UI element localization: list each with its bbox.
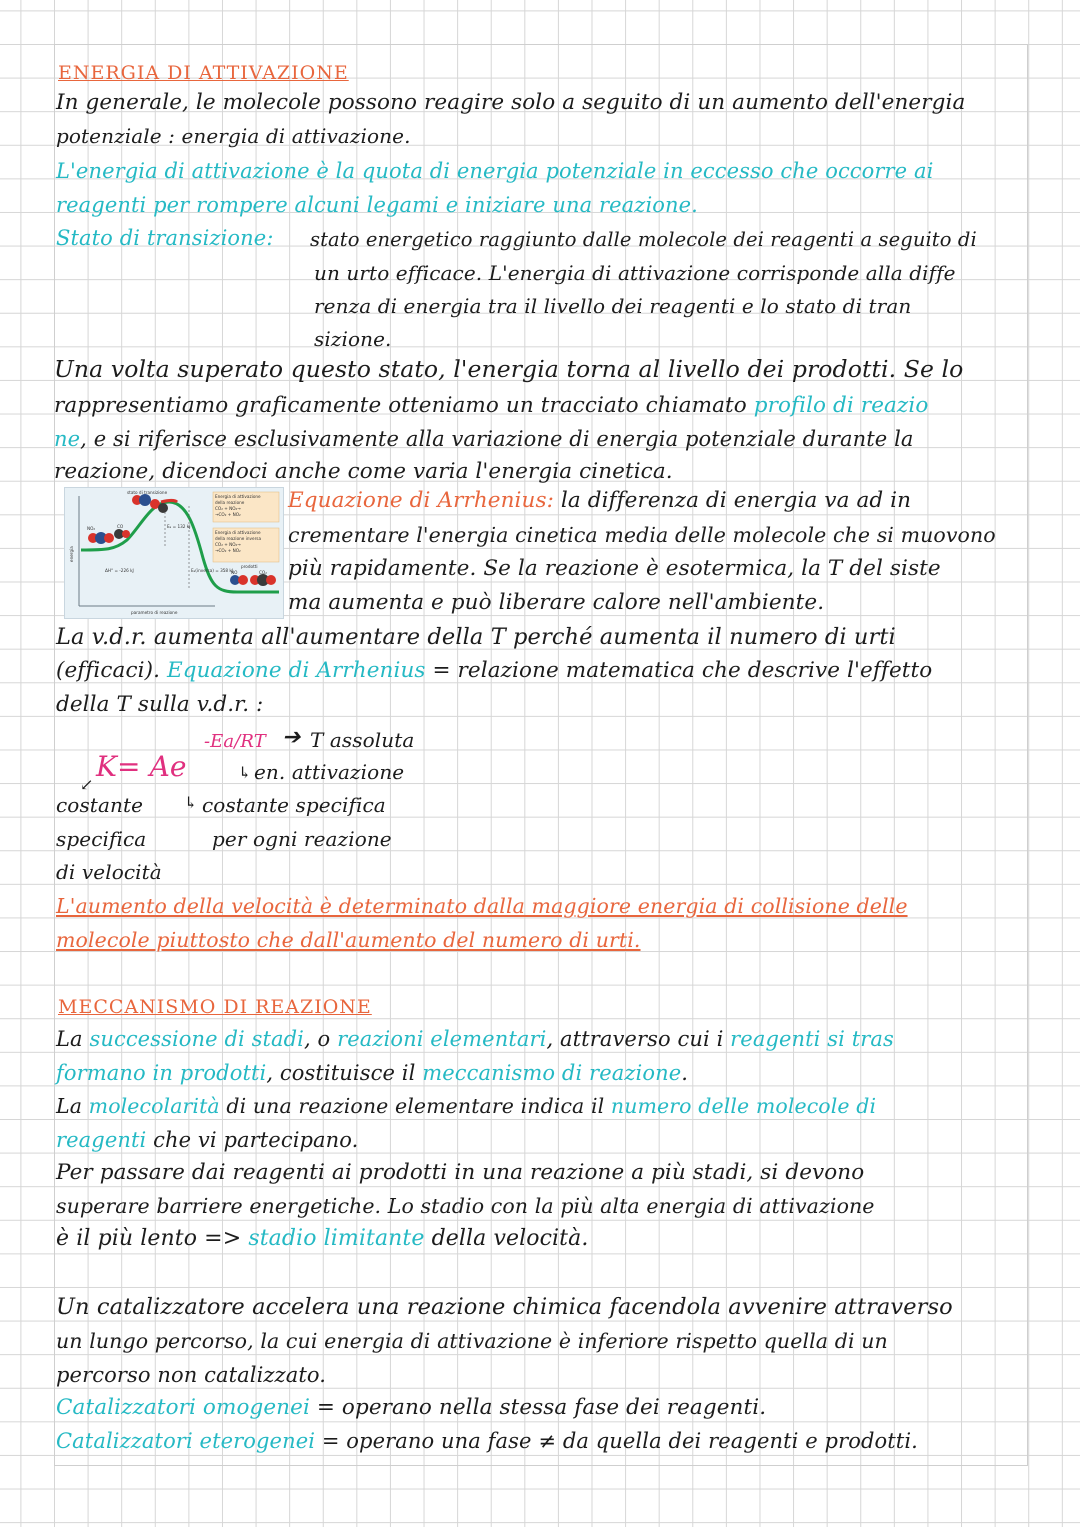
fig-box2-l1: Energia di attivazione bbox=[215, 530, 261, 535]
formula-a-l1: costante specifica bbox=[202, 793, 386, 817]
energy-profile-diagram bbox=[65, 488, 283, 618]
formula-exponent: -Ea/RT bbox=[204, 731, 266, 752]
fig-box2-l3: CO₂ + NO₂→ bbox=[215, 542, 241, 547]
formula-k-l2: specifica bbox=[56, 827, 147, 851]
arrow-right-icon: ➔ bbox=[282, 725, 301, 750]
text-line: (efficaci). Equazione di Arrhenius = relazione matematica che descrive l'effetto bbox=[56, 658, 933, 683]
product-molecules bbox=[230, 574, 276, 586]
formula-main: K= Ae bbox=[96, 750, 187, 783]
text-line: più rapidamente. Se la reazione è esotermica, la T del siste bbox=[288, 556, 941, 581]
curved-arrow-icon: ↙ bbox=[80, 775, 94, 794]
text-line: La molecolarità di una reazione elementare indica il numero delle molecole di bbox=[56, 1094, 877, 1118]
text-line: della T sulla v.d.r. : bbox=[56, 692, 264, 717]
text-line: rappresentiamo graficamente otteniamo un tracciato chiamato profilo di reazio bbox=[54, 393, 929, 418]
text-line: reagenti che vi partecipano. bbox=[56, 1128, 359, 1152]
fig-label-top: stato di transizione bbox=[127, 490, 168, 495]
fig-no2: NO₂ bbox=[87, 526, 96, 531]
section-title-meccanismo: MECCANISMO DI REAZIONE bbox=[58, 996, 372, 1018]
fig-box1-l3: CO₂ + NO₂→ bbox=[215, 506, 241, 511]
text-line: Una volta superato questo stato, l'energia torna al livello dei prodotti. Se lo bbox=[54, 355, 964, 383]
note-line: L'aumento della velocità è determinato dalla maggiore energia di collisione delle bbox=[56, 894, 908, 918]
text-line: superare barriere energetiche. Lo stadio con la più alta energia di attivazione bbox=[56, 1194, 875, 1218]
fig-products: prodotti bbox=[241, 564, 258, 569]
text-line: In generale, le molecole possono reagire solo a seguito di un aumento dell'energia bbox=[56, 90, 966, 115]
section-title-energia: ENERGIA DI ATTIVAZIONE bbox=[58, 62, 349, 84]
fig-box1-l1: Energia di attivazione bbox=[215, 494, 261, 499]
text-line: stato energetico raggiunto dalle molecole dei reagenti a seguito di bbox=[310, 228, 977, 251]
fig-ea: Eₐ = 132 kJ bbox=[167, 524, 191, 529]
fig-box1-l2: della reazione bbox=[215, 500, 245, 505]
text-line: percorso non catalizzato. bbox=[56, 1363, 327, 1387]
fig-yaxis: energia bbox=[69, 546, 74, 562]
stato-label: Stato di transizione: bbox=[56, 226, 274, 250]
text-line: Catalizzatori eterogenei = operano una fase ≠ da quella dei reagenti e prodotti. bbox=[56, 1429, 918, 1453]
fig-co2: CO₂ bbox=[259, 570, 267, 575]
text-line: Un catalizzatore accelera una reazione chimica facendola avvenire attraverso bbox=[56, 1294, 953, 1320]
fig-ea-inv: Eₐ(inversa) = 358 kJ bbox=[191, 568, 234, 573]
text-line: formano in prodotti, costituisce il meccanismo di reazione. bbox=[56, 1061, 688, 1085]
text-line: ma aumenta e può liberare calore nell'ambiente. bbox=[288, 590, 825, 615]
text-line: Per passare dai reagenti ai prodotti in una reazione a più stadi, si devono bbox=[56, 1160, 865, 1185]
fig-co: CO bbox=[117, 524, 124, 529]
text-line: renza di energia tra il livello dei reagenti e lo stato di tran bbox=[314, 294, 912, 318]
text-line-teal: L'energia di attivazione è la quota di energia potenziale in eccesso che occorre ai bbox=[56, 159, 934, 183]
text-line: potenziale : energia di attivazione. bbox=[56, 124, 411, 148]
text-line: ne, e si riferisce esclusivamente alla variazione di energia potenziale durante la bbox=[54, 427, 914, 451]
text-line: Catalizzatori omogenei = operano nella stessa fase dei reagenti. bbox=[56, 1395, 767, 1420]
text-line: crementare l'energia cinetica media delle molecole che si muovono bbox=[288, 523, 996, 547]
energy-profile-figure bbox=[64, 487, 284, 619]
formula-k-l3: di velocità bbox=[56, 860, 162, 884]
text-line: un urto efficace. L'energia di attivazione corrisponde alla diffe bbox=[314, 261, 956, 285]
fig-box1-l4: →CO₂ + NO₂ bbox=[215, 512, 241, 517]
text-line: reazione, dicendoci anche come varia l'energia cinetica. bbox=[54, 459, 673, 484]
fig-xaxis: parametro di reazione bbox=[131, 610, 178, 615]
formula-t-label: T assoluta bbox=[310, 728, 415, 752]
text-line: La v.d.r. aumenta all'aumentare della T perché aumenta il numero di urti bbox=[56, 624, 896, 650]
text-line-teal: reagenti per rompere alcuni legami e iniziare una reazione. bbox=[56, 193, 698, 217]
formula-k-l1: costante bbox=[56, 793, 144, 817]
transition-peak bbox=[161, 501, 177, 503]
note-line: molecole piuttosto che dall'aumento del numero di urti. bbox=[56, 928, 641, 952]
text-line: un lungo percorso, la cui energia di attivazione è inferiore rispetto quella di un bbox=[56, 1329, 888, 1353]
fig-box2-l4: →CO₂ + NO₂ bbox=[215, 548, 241, 553]
hook-arrow-icon: ↳ bbox=[184, 793, 198, 812]
fig-dh: ΔH° = -226 kJ bbox=[105, 568, 134, 573]
formula-a-l2: per ogni reazione bbox=[212, 827, 392, 851]
arrhenius-line: Equazione di Arrhenius: la differenza di energia va ad in bbox=[288, 488, 912, 513]
formula-ea-label: en. attivazione bbox=[254, 760, 405, 784]
text-line: sizione. bbox=[314, 327, 392, 351]
fig-box2-l2: della reazione inversa bbox=[215, 536, 262, 541]
text-line: La successione di stadi, o reazioni elementari, attraverso cui i reagenti si tras bbox=[56, 1027, 894, 1051]
fig-no: NO bbox=[231, 570, 238, 575]
text-line: è il più lento => stadio limitante della velocità. bbox=[56, 1226, 589, 1251]
hook-arrow-icon: ↳ bbox=[238, 763, 252, 782]
